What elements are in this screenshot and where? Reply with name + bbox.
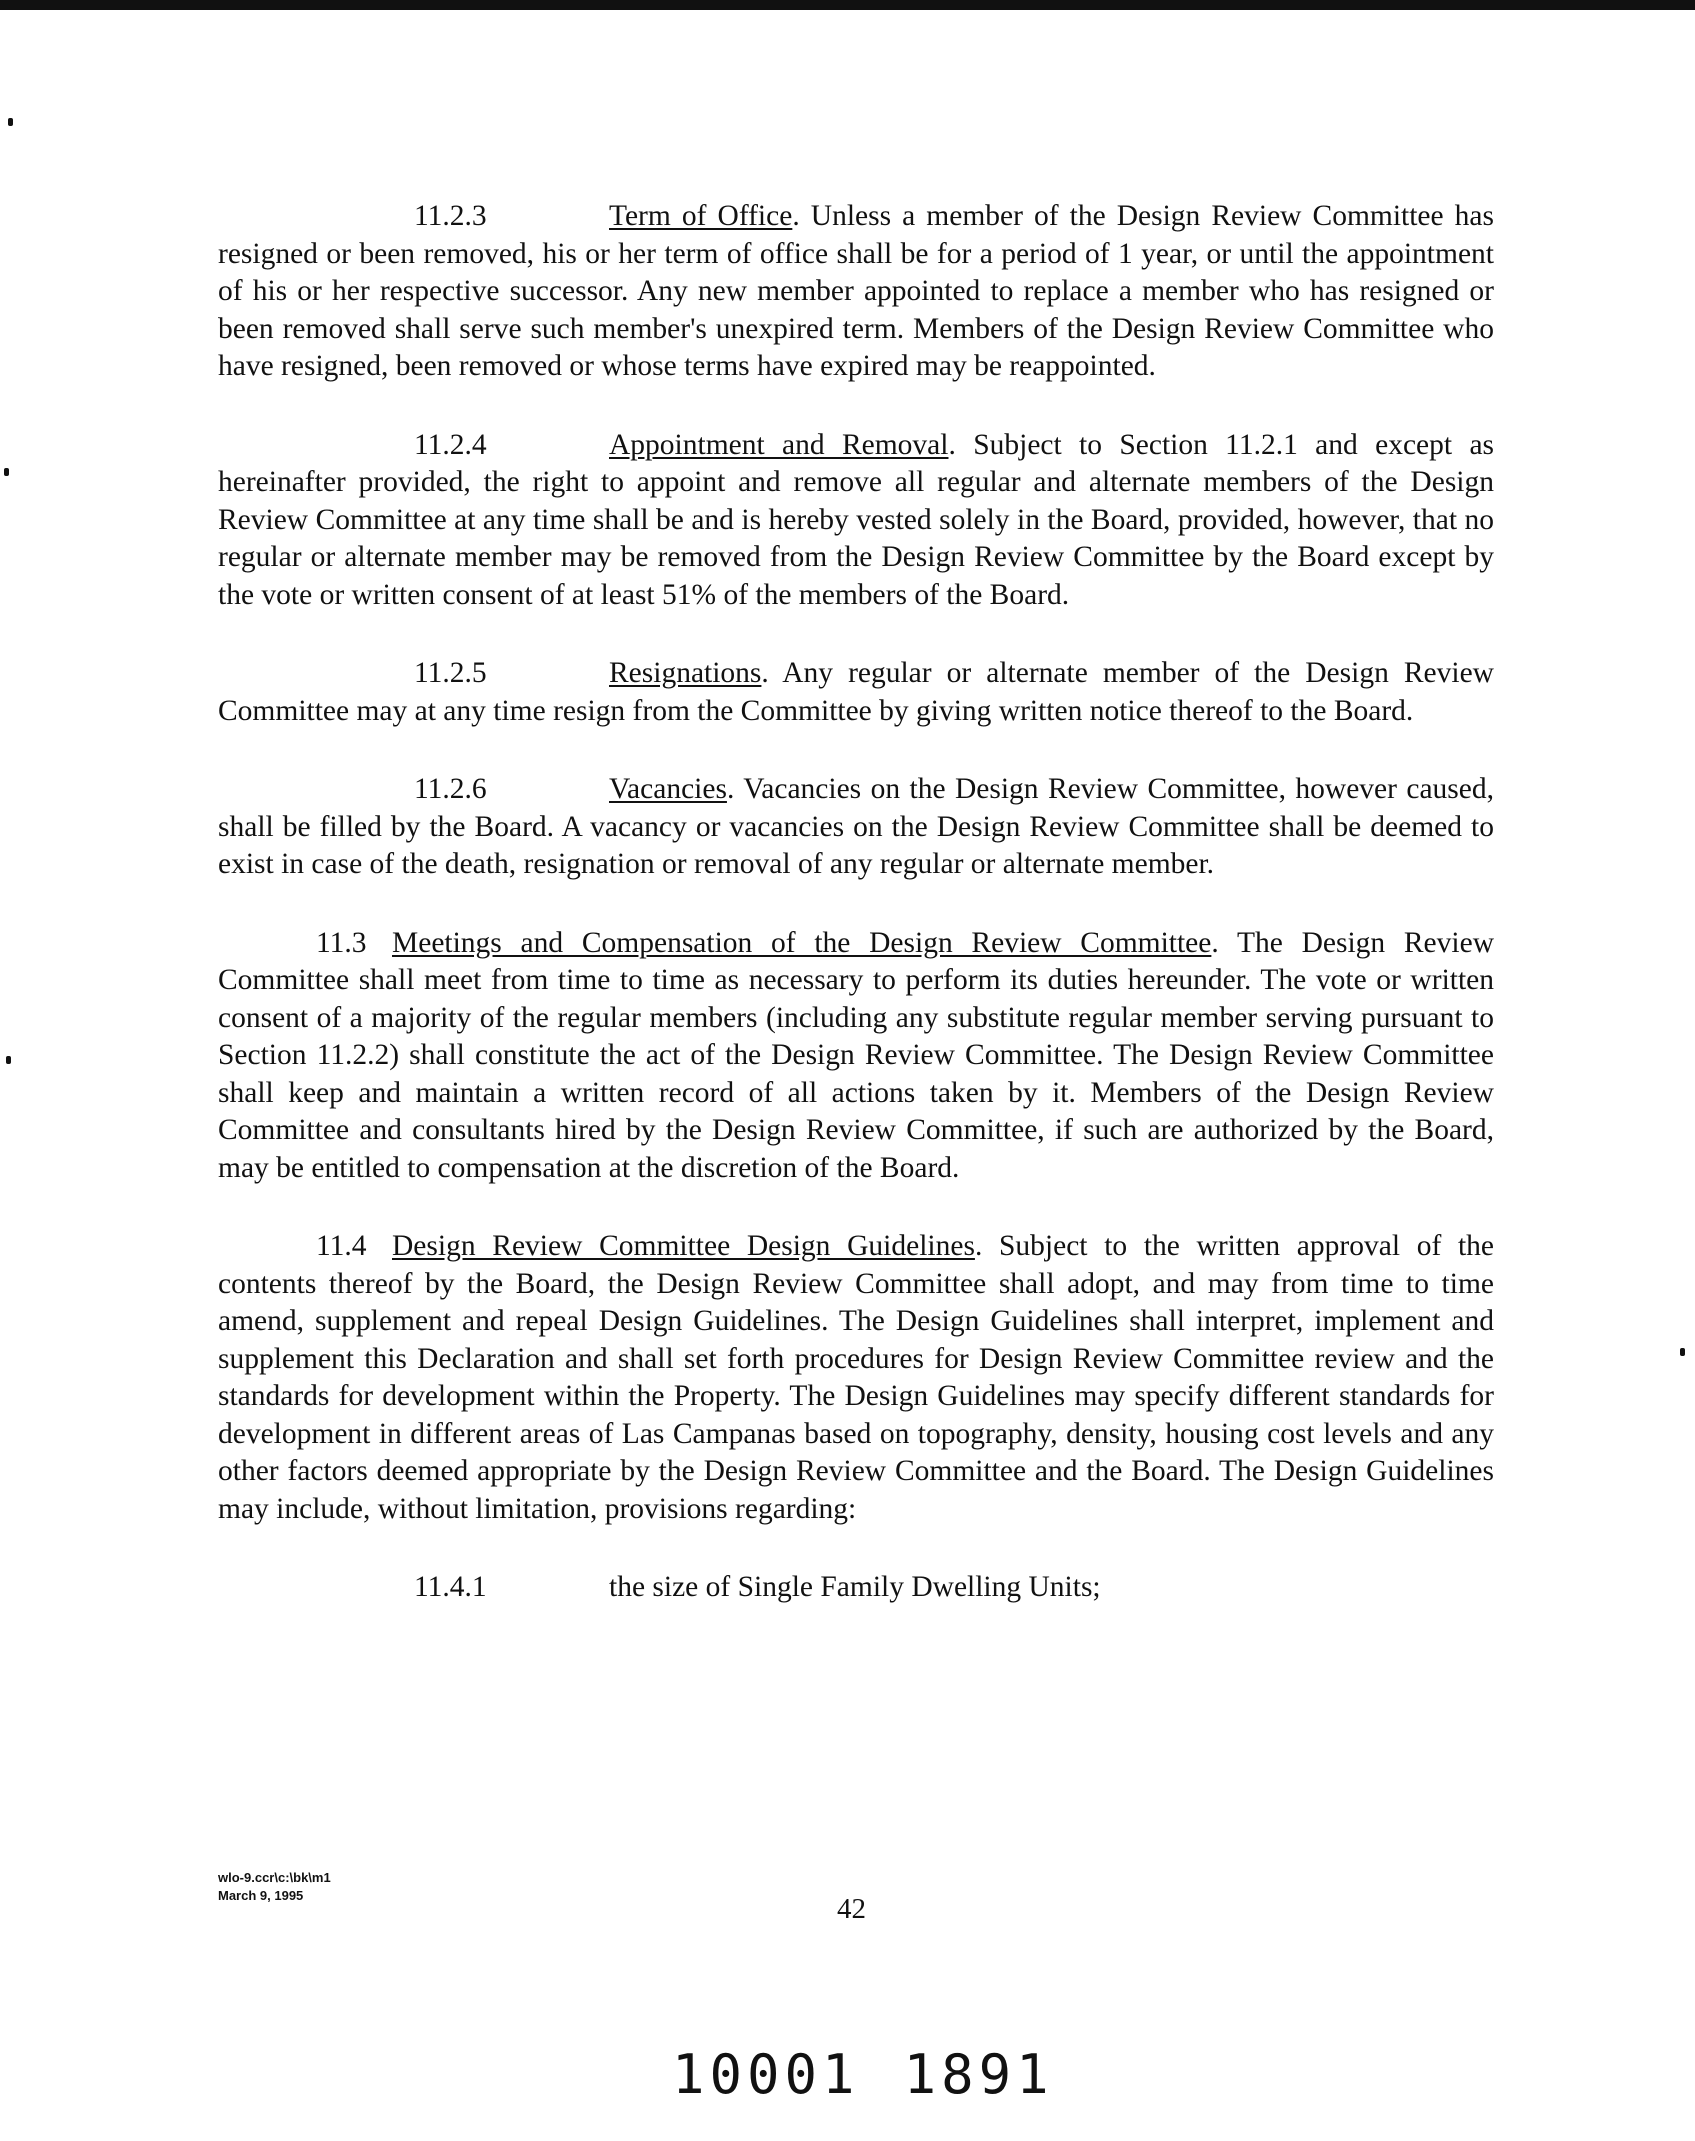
bates-prefix: 10001 — [672, 2043, 860, 2106]
section-heading: Appointment and Removal — [609, 428, 949, 461]
list-item-number: 11.4.1 — [414, 1571, 487, 1603]
section-body: Subject to Section 11.2.1 and except as hereinafter provided, the right to appoint and remove all regular and alternate members of the Design Review Committee at any time shall be and is hereby vested solely in the Board, provided, however, that no regular or alternate member may be removed from the Design Review Committee by the Board except by the vote or written consent of at least 51% of the members of the Board. — [218, 428, 1495, 611]
scan-top-edge — [0, 0, 1695, 10]
section-paragraph-11-3: 11.3 Meetings and Compensation of the Design Review Committee. The Design Review Committee shall meet from time to time as necessary to perform its duties hereunder. The vote or written consent of a majority of the regular members (including any substitute regular member serving pursuant to Section 11.2.2) shall constitute the act of the Design Review Committee. The Design Review Committee shall keep and maintain a written record of all actions taken by it. Members of the Design Review Committee and consultants hired by the Design Review Committee, if such are authorized by the Board, may be entitled to compensation at the discretion of the Board. — [218, 926, 1494, 1184]
file-reference — [218, 1869, 331, 1905]
document-page — [218, 198, 1494, 1607]
scan-speck — [1680, 1348, 1685, 1356]
file-id: wlo-9.ccr\c:\bk\m1 — [218, 1870, 331, 1885]
section-number: 11.2.3 — [414, 200, 487, 232]
section-body: The Design Review Committee shall meet from time to time as necessary to perform its duties hereunder. The vote or written consent of a majority of the regular members (including any substitute regular member serving pursuant to Section 11.2.2) shall constitute the act of the Design Review Committee. The Design Review Committee shall keep and maintain a written record of all actions taken by it. Members of the Design Review Committee and consultants hired by the Design Review Committee, if such are authorized by the Board, may be entitled to compensation at the discretion of the Board. — [218, 926, 1494, 1184]
section-paragraph-11-2-6: 11.2.6 Vacancies. Vacancies on the Design Review Committee, however caused, shall be filled by the Board. A vacancy or vacancies on the Design Review Committee shall be deemed to exist in case of the death, resignation or removal of any regular or alternate member. — [218, 773, 1495, 880]
section-paragraph-11-2-5: 11.2.5 Resignations. Any regular or alternate member of the Design Review Committee may at any time resign from the Committee by giving written notice thereof to the Board. — [218, 657, 1494, 727]
file-date: March 9, 1995 — [218, 1888, 304, 1903]
list-item-text: the size of Single Family Dwelling Units; — [609, 1571, 1101, 1603]
scan-speck — [8, 118, 13, 126]
scan-speck — [6, 1056, 11, 1064]
page-number: 42 — [837, 1893, 866, 1925]
section-number: 11.2.6 — [414, 773, 487, 805]
bates-number: 1891 — [903, 2043, 1054, 2106]
section-heading: Design Review Committee Design Guidelines — [392, 1230, 975, 1262]
section-body: Unless a member of the Design Review Committee has resigned or been removed, his or her term of office shall be for a period of 1 year, or until the appointment of his or her respective successor. Any new member appointed to replace a member who has resigned or been removed shall serve such member's unexpired term. Members of the Design Review Committee who have resigned, been removed or whose terms have expired may be reappointed. — [218, 200, 1494, 382]
scan-speck — [4, 468, 9, 476]
section-number: 11.3 — [316, 926, 367, 959]
list-item-11-4-1 — [218, 1569, 1494, 1607]
bates-stamp — [672, 2043, 1054, 2106]
section-paragraph-11-2-4: 11.2.4 Appointment and Removal. Subject to Section 11.2.1 and except as hereinafter provided, the right to appoint and remove all regular and alternate members of the Design Review Committee at any time shall be and is hereby vested solely in the Board, provided, however, that no regular or alternate member may be removed from the Design Review Committee by the Board except by the vote or written consent of at least 51% of the members of the Board. — [218, 428, 1495, 611]
section-paragraph-11-4: 11.4 Design Review Committee Design Guidelines. Subject to the written approval of the contents thereof by the Board, the Design Review Committee shall adopt, and may from time to time amend, supplement and repeal Design Guidelines. The Design Guidelines shall interpret, implement and supplement this Declaration and shall set forth procedures for Design Review Committee review and the standards for development within the Property. The Design Guidelines may specify different standards for development in different areas of Las Campanas based on topography, density, housing cost levels and any other factors deemed appropriate by the Design Review Committee and the Board. The Design Guidelines may include, without limitation, provisions regarding: — [218, 1230, 1495, 1525]
section-paragraph-11-2-3: 11.2.3 Term of Office. Unless a member of the Design Review Committee has resigned or been removed, his or her term of office shall be for a period of 1 year, or until the appointment of his or her respective successor. Any new member appointed to replace a member who has resigned or been removed shall serve such member's unexpired term. Members of the Design Review Committee who have resigned, been removed or whose terms have expired may be reappointed. — [218, 200, 1494, 382]
section-number: 11.2.4 — [414, 428, 487, 461]
section-heading: Resignations — [609, 657, 762, 689]
section-number: 11.4 — [316, 1230, 367, 1262]
section-heading: Term of Office — [609, 200, 793, 232]
section-body: Any regular or alternate member of the Design Review Committee may at any time resign from the Committee by giving written notice thereof to the Board. — [218, 657, 1494, 727]
section-body: Vacancies on the Design Review Committee, however caused, shall be filled by the Board. A vacancy or vacancies on the Design Review Committee shall be deemed to exist in case of the death, resignation or removal of any regular or alternate member. — [218, 773, 1495, 880]
section-heading: Vacancies — [609, 773, 727, 805]
section-body: Subject to the written approval of the contents thereof by the Board, the Design Review Committee shall adopt, and may from time to time amend, supplement and repeal Design Guidelines. The Design Guidelines shall interpret, implement and supplement this Declaration and shall set forth procedures for Design Review Committee review and the standards for development within the Property. The Design Guidelines may specify different standards for development in different areas of Las Campanas based on topography, density, housing cost levels and any other factors deemed appropriate by the Design Review Committee and the Board. The Design Guidelines may include, without limitation, provisions regarding: — [218, 1230, 1495, 1525]
section-number: 11.2.5 — [414, 657, 487, 689]
section-heading: Meetings and Compensation of the Design Review Committee — [392, 926, 1212, 959]
